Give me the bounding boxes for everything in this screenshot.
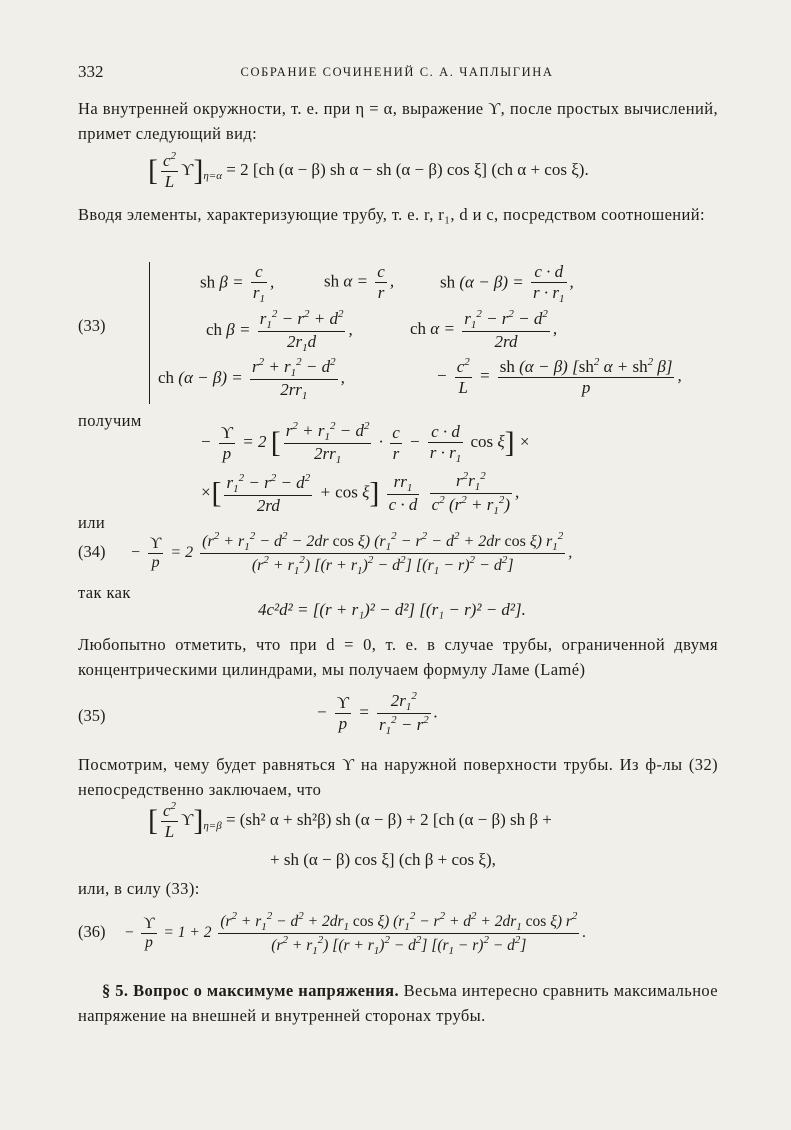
equation-sh-alpha: sh α = $\frac{c}{r}$ , (324, 262, 395, 302)
equation-36: − $\frac{ϒ}{p}$ = 1 + 2 $\frac{(r^2 + r_1^2 - d^2 + 2dr_1 \cos \xi) (r_1^2 - r^2 + d^2 + 2dr_1 \cos \xi) r^2}{(r^2 + r_1^2) [(r + r_1)^2 - d^2] [(r_1 - r)^2 - d^2]}$ . (124, 910, 587, 957)
equation-ch-beta: ch β = $\frac{r_1^2 - r^2 + d^2}{2r_1d}$ , (206, 308, 353, 354)
equation-35: − $\frac{ϒ}{p}$ = $\frac{2r_1^2}{r_1^2 - r^2}$ . (316, 690, 438, 737)
paragraph-or-by-33: или, в силу (33): (78, 879, 200, 898)
equation-34: − $\frac{ϒ}{p}$ = 2 $\frac{(r^2 + r_1^2 - d^2 - 2dr \cos \xi) (r_1^2 - r^2 - d^2 + 2dr \cos \xi) r_1^2}{(r^2 + r_1^2) [(r + r_1)^2 - d^2] [(r_1 - r)^2 - d^2]}$ , (130, 530, 573, 577)
running-title: СОБРАНИЕ СОЧИНЕНИЙ С. А. ЧАПЛЫГИНА (240, 65, 554, 79)
equation-number-33: (33) (78, 316, 106, 335)
page-header (78, 62, 716, 84)
section-5-paragraph (78, 978, 718, 1028)
equation-outer-surface-line1: [ $\frac{c^2}{L}$ $ϒ]_{\eta=\beta} = (sh^2$ α + sh²β) sh (α − β) + 2 [ch (α − β) sh β + (148, 800, 552, 841)
equation-ch-alpha: ch α = $\frac{r_1^2 - r^2 - d^2}{2rd}$ , (410, 308, 558, 351)
paragraph-since: так как (78, 583, 131, 602)
equation-number-34: (34) (78, 542, 106, 561)
section-5-title: § 5. Вопрос о максимуме напряжения. (102, 981, 399, 1000)
equation-number-35: (35) (78, 706, 106, 725)
equation-inner-surface: [ $\frac{c^2}{L}$ $ϒ]_{\eta=\alpha} = 2$ [ch (α − β) sh α − sh (α − β) cos ξ] (ch α + cos ξ). (148, 150, 589, 191)
system-brace (149, 262, 150, 404)
equation-sh-beta: sh β = $\frac{c}{r_1}$ , (200, 262, 275, 305)
equation-identity: 4c²d² = [(r + r₁)² − d²] [(r₁ − r)² − d²]. (258, 600, 526, 619)
section-5-text: Весьма интересно сравнить максимальное напряжение на внешней и внутренней сторонах трубы. (78, 981, 719, 1025)
paragraph-or-1: или (78, 513, 106, 532)
equation-number-36: (36) (78, 922, 106, 941)
paragraph-lame: Любопытно отметить, что при d = 0, т. е. в случае трубы, ограниченной двумя концентрическими цилиндрами, мы получаем формулу Ламе (Lamé) (78, 635, 718, 679)
equation-y-over-p-line2: ×[ $\frac{r_1^2 - r^2 - d^2}{2rd}$ + cos ξ] $\frac{rr_1}{c \cdot d}$ $\frac{r^2r_1^2}{c^2 (r^2 + r_1^2)}$ , (200, 470, 520, 517)
paragraph-outer-surface: Посмотрим, чему будет равняться ϒ на наружной поверхности трубы. Из ф-лы (32) непосредственно заключаем, что (78, 755, 718, 799)
equation-y-over-p-line1: − $\frac{ϒ}{p}$ = 2 [ $\frac{r^2 + r_1^2 - d^2}{2rr_1}$ · $\frac{c}{r}$ − $\frac{c \cdot d}{r \cdot r_1}$ cos ξ] × (200, 420, 531, 466)
equation-outer-surface-line2: + sh (α − β) cos ξ] (ch β + cos ξ), (270, 850, 496, 869)
equation-sh-alpha-minus-beta: sh (α − β) = $\frac{c \cdot d}{r \cdot r_1}$ , (440, 262, 574, 305)
equation-ch-alpha-minus-beta: ch (α − β) = $\frac{r^2 + r_1^2 - d^2}{2rr_1}$ , (158, 356, 345, 402)
paragraph-introducing-elements: Вводя элементы, характеризующие трубу, т. е. r, r₁, d и c, посредством соотношений: (78, 205, 705, 224)
page-number: 332 (78, 62, 104, 81)
equation-c2-over-L: − $\frac{c^2}{L}$ = $\frac{sh (\alpha - \beta) [sh^2 \alpha + sh^2 \beta]}{p}$ , (436, 356, 682, 397)
paragraph-we-get: получим (78, 411, 142, 430)
paragraph-inner-circle: На внутренней окружности, т. е. при η = α, выражение ϒ, после простых вычислений, примет следующий вид: (78, 99, 718, 143)
